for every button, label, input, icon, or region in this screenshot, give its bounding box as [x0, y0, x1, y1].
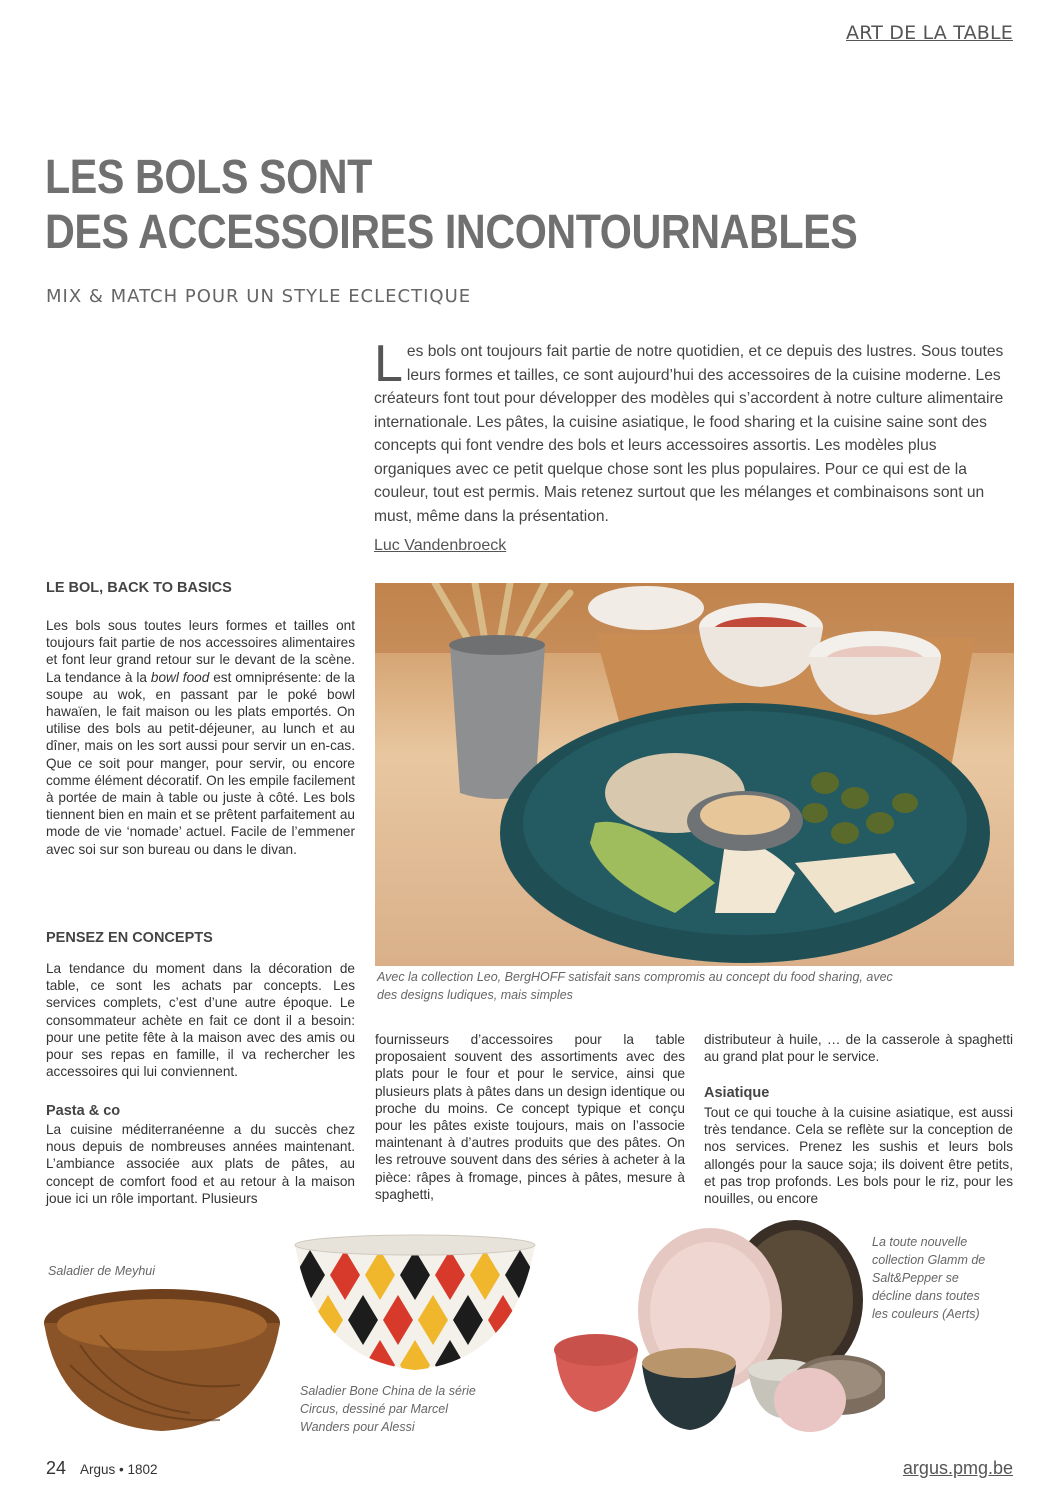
concepts-text: La tendance du moment dans la décoration de table, ce sont les achats par concepts. Les services complets, c’est d’une autre époque. Le consommateur achète en fait ce dont il a besoin: pour une petite fête à la maison avec des amis ou pour ses repas en famille, il va rechercher les accessoires qui lui conviennent. — [46, 961, 355, 1080]
section-tag[interactable]: ART DE LA TABLE — [846, 22, 1013, 44]
title-line-1: LES BOLS SONT — [45, 151, 372, 204]
asiatique-text: Tout ce qui touche à la cuisine asiatique, est aussi très tendance. Cela se reflète sur la conception de nos services. Prenez les sushis et leurs bols allongés pour la sauce soja; ils doivent être petits, et pas trop profonds. Les bols pour le riz, pour les nouilles, ou encore — [704, 1105, 1013, 1207]
food-sharing-photo — [375, 583, 1014, 966]
pasta-text: La cuisine méditerranéenne a du succès chez nous depuis de nombreuses années maintenant. L’ambiance associée aux plats de pâtes, au concept de comfort food et au retour à la maison joue ici un rôle important. Plusieurs — [46, 1122, 355, 1206]
wooden-bowl-image — [40, 1285, 285, 1435]
basics-text-b: est omniprésente: de la soupe au wok, en passant par le poké bowl hawaïen, le fait maison ou les plats emportés. On utilise des bols au petit-déjeuner, au lunch et au dîner, mais on les sort aussi pour servir un en-cas. Que ce soit pour manger, pour servir, ou encore comme élément décoratif. On les empile facilement à portée de main à table ou juste à côté. Les bols tiennent bien en main et se prêtent parfaitement au mode de vie ‘nomade’ actuel. Facile de l’emmener avec soi sur son bureau ou dans le divan. — [46, 669, 356, 857]
circus-bowl-image — [290, 1230, 540, 1375]
right-column-text: distributeur à huile, … de la casserole à spaghetti au grand plat pour le service. — [704, 1032, 1013, 1065]
circus-bowl-caption: Saladier Bone China de la série Circus, dessiné par Marcel Wanders pour Alessi — [300, 1384, 476, 1434]
dropcap: L — [374, 335, 403, 393]
intro-paragraph — [374, 335, 1014, 528]
glamm-caption: La toute nouvelle collection Glamm de Salt&Pepper se décline dans toutes les couleurs (Aerts) — [872, 1235, 986, 1321]
photo-caption: Avec la collection Leo, BergHOFF satisfait sans compromis au concept du food sharing, avec des designs ludiques, mais simples — [377, 970, 893, 1002]
article-title — [45, 150, 871, 260]
magazine-issue: Argus • 1802 — [80, 1462, 158, 1477]
basics-text — [46, 617, 355, 858]
title-line-2: DES ACCESSOIRES INCONTOURNABLES — [45, 206, 858, 259]
middle-column-text: fournisseurs d’accessoires pour la table proposaient souvent des assortiments avec des plats pour le four et pour le service, ainsi que plusieurs plats à pâtes dans un design identique ou proche du moins. Ce concept typique et conçu pour les pâtes existe toujours, mais on l’associe maintenant à d’autres produits que des pâtes. On les retrouve souvent dans des séries à acheter à la pièce: râpes à fromage, pinces à pâtes, mesure à spaghetti, — [375, 1032, 685, 1202]
glamm-collection-illustration — [550, 1220, 885, 1435]
basics-text-em: bowl food — [150, 669, 210, 685]
heading-pasta: Pasta & co — [46, 1103, 121, 1119]
circus-bowl-illustration — [290, 1230, 540, 1375]
author-link[interactable]: Luc Vandenbroeck — [374, 537, 507, 554]
article-subtitle: MIX & MATCH POUR UN STYLE ECLECTIQUE — [46, 286, 472, 307]
food-sharing-illustration — [375, 583, 1014, 966]
basics-text-a: Les bols sous toutes leurs formes et tailles ont toujours fait partie de nos accessoires alimentaires et font leur grand retour sur le devant de la scène. La tendance à la — [46, 618, 355, 685]
heading-basics: LE BOL, BACK TO BASICS — [46, 580, 232, 596]
heading-asiatique: Asiatique — [704, 1085, 770, 1101]
heading-concepts: PENSEZ EN CONCEPTS — [46, 930, 213, 946]
page-number: 24 — [46, 1458, 67, 1478]
glamm-collection-image — [550, 1220, 885, 1435]
website-link[interactable]: argus.pmg.be — [902, 1458, 1013, 1478]
wood-bowl-caption: Saladier de Meyhui — [48, 1264, 156, 1278]
wooden-bowl-illustration — [40, 1285, 285, 1435]
intro-text: es bols ont toujours fait partie de notre quotidien, et ce depuis des lustres. Sous toutes leurs formes et tailles, ce sont aujourd’hui des accessoires de la cuisine moderne. Les créateurs font tout pour développer des modèles qui s’accordent à notre culture alimentaire internationale. Les pâtes, la cuisine asiatique, le food sharing et la cuisine saine sont des concepts qui font vendre des bols et leurs accessoires assortis. Les modèles plus organiques avec ce petit quelque chose sont les plus populaires. Pour ce qui est de la couleur, tout est permis. Mais retenez surtout que les mélanges et combinaisons sont un must, même dans la présentation. — [374, 343, 1004, 525]
